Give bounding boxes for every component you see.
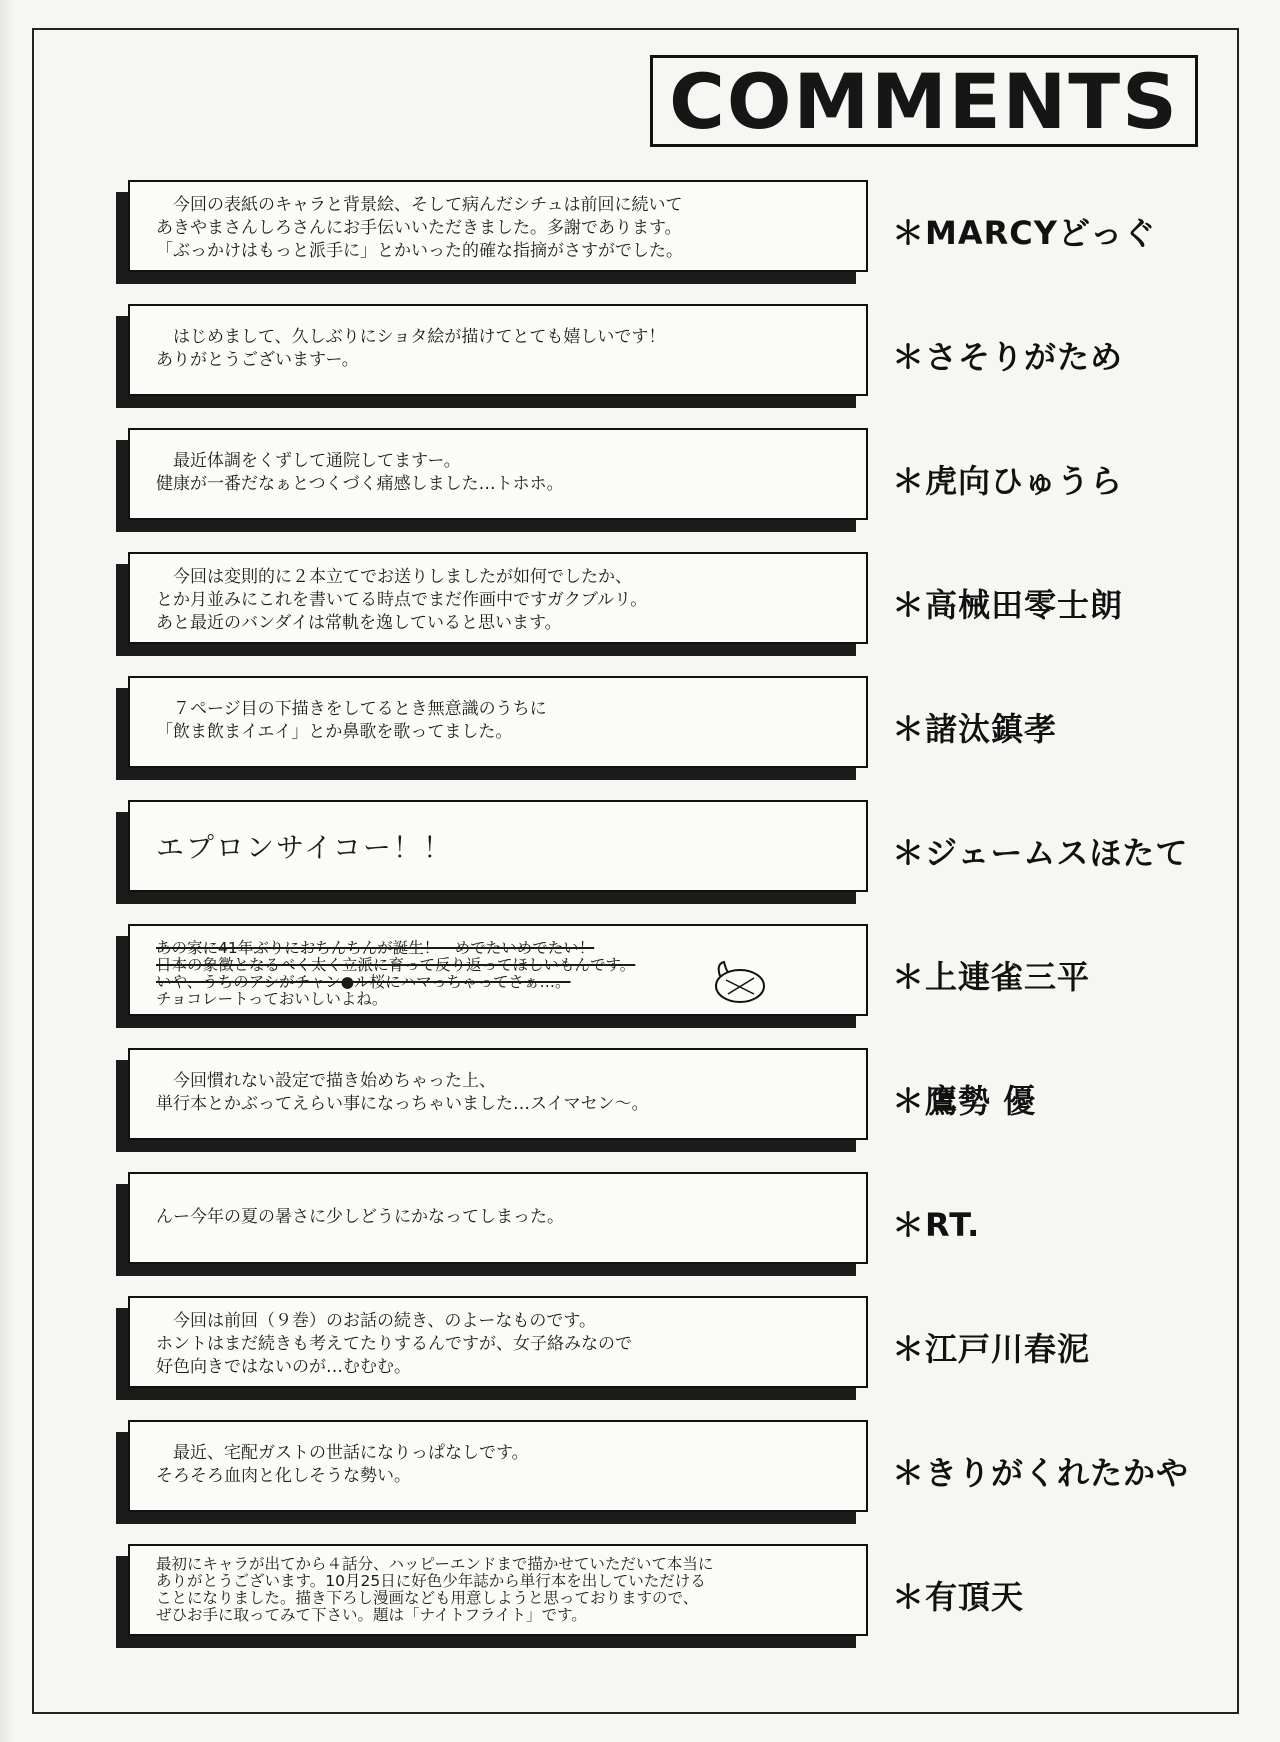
page-edge-shadow [0,0,14,1742]
comment-row [116,1172,1216,1282]
comment-text: ７ページ目の下描きをしてるとき無意識のうちに 「飲ま飲まイエイ」とか鼻歌を歌ってました。 [156,699,547,742]
struck-line: いや、うちのアシがチャン●ル桜にハマっちゃってさぁ…。 [156,973,571,991]
comment-box [128,1048,868,1140]
comment-box [128,1420,868,1512]
comment-text: チョコレートっておいしいよね。 [156,990,388,1008]
comment-row [116,552,1216,662]
comment-row [116,304,1216,414]
author-name: ＊きりがくれたかや [892,1454,1190,1492]
comment-text: エプロンサイコー！！ [156,831,453,864]
comment-box [128,304,868,396]
comment-text: 今回の表紙のキャラと背景絵、そして病んだシチュは前回に続いて あきやまさんしろさんにお手伝いいただきました。多謝であります。 「ぶっかけはもっと派手に」とかいった的確な指摘がさすがでした。 [156,195,683,261]
title-box [650,55,1198,147]
author-name: ＊虎向ひゅうら [892,462,1124,500]
comment-row [116,180,1216,290]
comment-text: 今回は前回（９巻）のお話の続き、のよーなものです。 ホントはまだ続きも考えてたりするんですが、女子絡みなので 好色向きではないのが…むむむ。 [156,1311,632,1377]
comment-row [116,924,1216,1034]
comment-row [116,428,1216,538]
comment-text: 最近体調をくずして通院してますー。 健康が一番だなぁとつくづく痛感しました…トホホ。 [156,451,564,494]
author-name: ＊さそりがため [892,338,1124,376]
author-name: ＊江戸川春泥 [892,1330,1091,1368]
page-title: COMMENTS [669,56,1179,146]
comment-text: はじめまして、久しぶりにショタ絵が描けてとても嬉しいです！ ありがとうございますー。 [156,327,666,370]
author-name: ＊高械田零士朗 [892,586,1124,624]
author-name: ＊ジェームスほたて [892,834,1189,872]
comment-box [128,1172,868,1264]
comment-text: 今回慣れない設定で描き始めちゃった上、 単行本とかぶってえらい事になっちゃいました…スイマセン～。 [156,1071,649,1114]
comment-box [128,924,868,1016]
comment-text: 今回は変則的に２本立てでお送りしましたが如何でしたか、 とか月並みにこれを書いてる時点でまだ作画中ですガクブルリ。 あと最近のバンダイは常軌を逸していると思います。 [156,567,648,633]
comment-row [116,676,1216,786]
author-name: ＊上連雀三平 [892,958,1091,996]
comment-box [128,1296,868,1388]
comment-box [128,676,868,768]
author-name: ＊RT. [892,1206,981,1244]
author-name: ＊諸汰鎮孝 [892,710,1058,748]
comment-text: んー今年の夏の暑さに少しどうにかなってしまった。 [156,1207,564,1227]
comment-box [128,428,868,520]
comment-box [128,552,868,644]
author-name: ＊鷹勢 優 [892,1082,1037,1120]
comment-row [116,1420,1216,1530]
comment-row [116,1296,1216,1406]
comment-text: 最近、宅配ガストの世話になりっぱなしです。 そろそろ血肉と化しそうな勢い。 [156,1443,529,1486]
comment-box [128,800,868,892]
comment-box [128,1544,868,1636]
comment-row [116,1544,1216,1654]
author-name: ＊有頂天 [892,1578,1025,1616]
comment-row [116,1048,1216,1158]
comment-row [116,800,1216,910]
comment-box [128,180,868,272]
struck-line: 日本の象徴となるべく太く立派に育って反り返ってほしいもんです。 [156,956,636,974]
struck-line: あの家に41年ぶりにおちんちんが誕生！ めでたいめでたい！ [156,939,595,957]
doodle-icon [706,958,770,1008]
comment-text: 最初にキャラが出てから４話分、ハッピーエンドまで描かせていただいて本当に ありがとうございます。10月25日に好色少年誌から単行本を出していただける ことになりました。描き下ろし漫画なども用意しようと思っておりますので、 ぜひお手に取ってみて下さい。題は「ナイトフライト」です。 [156,1555,714,1624]
author-name: ＊MARCYどっぐ [892,214,1157,252]
